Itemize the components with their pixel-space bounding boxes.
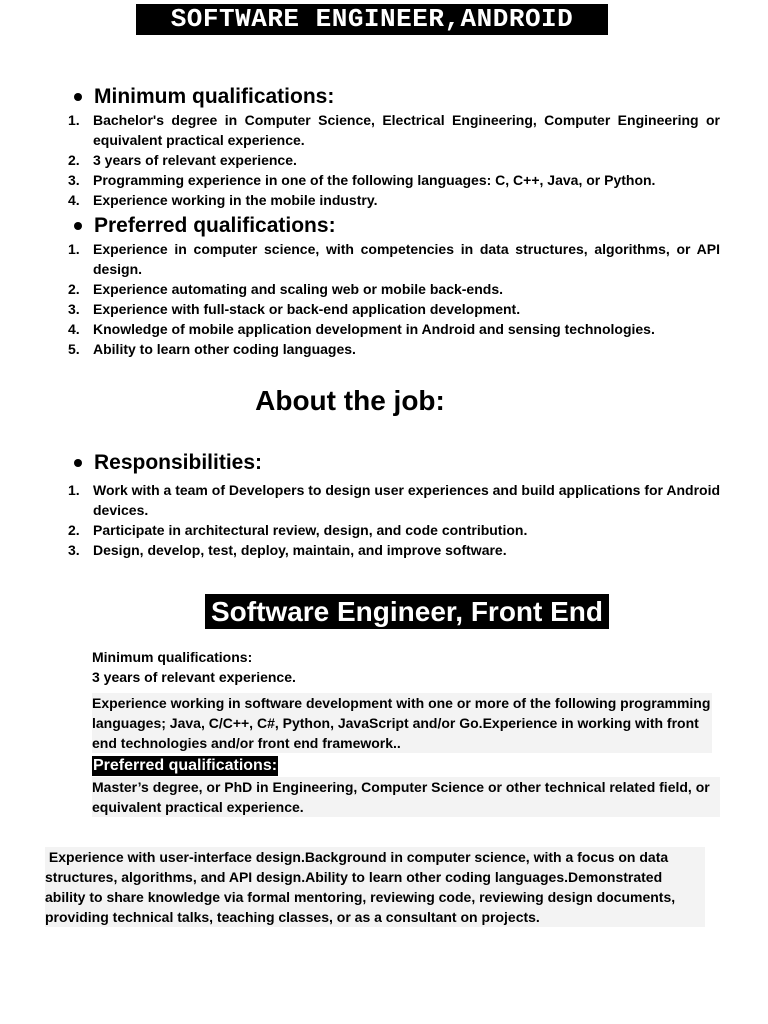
bullet-icon bbox=[74, 93, 82, 101]
pref-qual-heading bbox=[0, 213, 336, 239]
min-qual-list bbox=[68, 110, 720, 210]
fe-pref-degree: Master’s degree, or PhD in Engineering, Computer Science or other technical related field, or equivalent practical experience. bbox=[92, 777, 720, 817]
pref-qual-heading-text: Preferred qualifications: bbox=[94, 214, 336, 237]
responsibilities-heading bbox=[0, 450, 262, 476]
list-item-text: Bachelor's degree in Computer Science, Electrical Engineering, Computer Engineering or equivalent practical experience. bbox=[93, 112, 720, 148]
min-qual-heading-text: Minimum qualifications: bbox=[94, 85, 335, 108]
responsibilities-list bbox=[68, 480, 720, 560]
fe-min-label: Minimum qualifications: bbox=[92, 649, 253, 665]
bullet-icon bbox=[74, 459, 82, 467]
list-item: 1. Work with a team of Developers to design user experiences and build applications for Android devices. bbox=[68, 482, 721, 518]
list-item: 2. Experience automating and scaling web or mobile back-ends. bbox=[68, 279, 720, 299]
fe-pref-label: Preferred qualifications: bbox=[93, 757, 278, 774]
bullet-icon bbox=[74, 222, 82, 230]
frontend-title: Software Engineer, Front End bbox=[205, 594, 609, 629]
list-item-text: Ability to learn other coding languages. bbox=[93, 341, 356, 357]
fe-min-years: 3 years of relevant experience. bbox=[92, 669, 296, 685]
responsibilities-heading-text: Responsibilities: bbox=[94, 451, 263, 474]
pref-qual-list bbox=[68, 239, 720, 359]
list-item: 1. Bachelor's degree in Computer Science, Electrical Engineering, Computer Engineering or equivalent practical experience. bbox=[68, 112, 720, 148]
list-item-text: Work with a team of Developers to design user experiences and build applications for Android devices. bbox=[93, 482, 721, 518]
fe-min-experience: Experience working in software development with one or more of the following programming languages; Java, C/C++, C#, Python, JavaScript and/or Go.Experience in working with front end technologies and/or front end framework.. bbox=[92, 695, 711, 751]
list-item: 3. Programming experience in one of the following languages: C, C++, Java, or Python. bbox=[68, 170, 720, 190]
list-item: 2. 3 years of relevant experience. bbox=[68, 150, 720, 170]
list-item: 3. Experience with full-stack or back-end application development. bbox=[68, 299, 720, 319]
list-item-text: Experience in computer science, with competencies in data structures, algorithms, or API design. bbox=[93, 241, 720, 277]
list-item-text: Participate in architectural review, design, and code contribution. bbox=[93, 522, 528, 538]
list-item: 4. Experience working in the mobile industry. bbox=[68, 190, 720, 210]
list-item: 2. Participate in architectural review, design, and code contribution. bbox=[68, 520, 720, 540]
list-item: 1. Experience in computer science, with competencies in data structures, algorithms, or API design. bbox=[68, 241, 720, 277]
min-qual-heading bbox=[0, 84, 334, 110]
list-item-text: 3 years of relevant experience. bbox=[93, 152, 297, 168]
list-item-text: Programming experience in one of the following languages: C, C++, Java, or Python. bbox=[93, 172, 656, 188]
fe-pref-more: Experience with user-interface design.Background in computer science, with a focus on data structures, algorithms, and API design.Ability to learn other coding languages.Demonstrated ability to share knowledge via formal mentoring, reviewing code, reviewing design documents, providing technical talks, teaching classes, or as a consultant on projects. bbox=[45, 847, 705, 927]
list-item-text: Experience with full-stack or back-end application development. bbox=[93, 301, 521, 317]
list-item: 3. Design, develop, test, deploy, maintain, and improve software. bbox=[68, 540, 720, 560]
list-item-text: Experience working in the mobile industry. bbox=[93, 192, 378, 208]
list-item-text: Knowledge of mobile application development in Android and sensing technologies. bbox=[93, 321, 655, 337]
list-item: 5. Ability to learn other coding languages. bbox=[68, 339, 720, 359]
about-job-heading: About the job: bbox=[255, 385, 445, 416]
list-item-text: Design, develop, test, deploy, maintain, and improve software. bbox=[93, 542, 507, 558]
android-title: SOFTWARE ENGINEER,ANDROID bbox=[136, 4, 608, 35]
list-item: 4. Knowledge of mobile application development in Android and sensing technologies. bbox=[68, 319, 720, 339]
list-item-text: Experience automating and scaling web or mobile back-ends. bbox=[93, 281, 503, 297]
